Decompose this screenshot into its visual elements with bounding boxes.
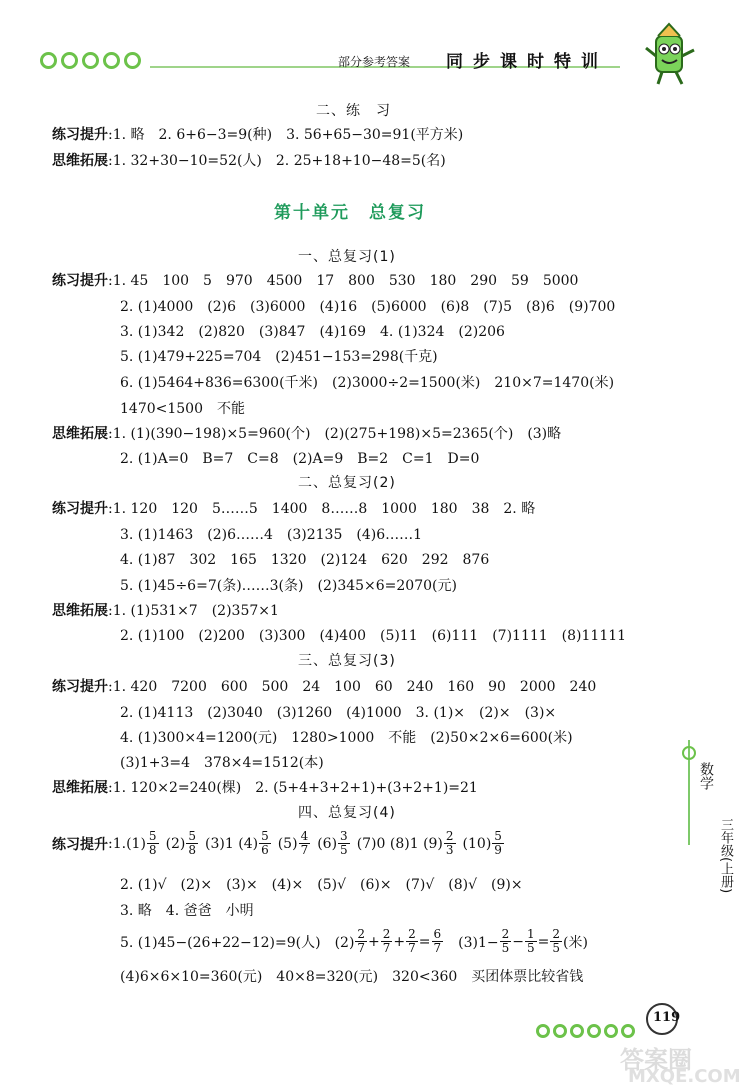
- answer-line: 2. (1)4113 (2)3040 (3)1260 (4)1000 3. (1)× (2)× (3)×: [120, 705, 557, 721]
- fraction-list: [126, 830, 511, 857]
- answer-line: [52, 124, 463, 144]
- answer-text: :1. 120 120 5……5 1400 8……8 1000 180 38 2. 略: [108, 501, 536, 517]
- fraction: [492, 830, 504, 857]
- numerator: 4: [300, 829, 309, 843]
- unit-title: 第十单元 总复习: [274, 203, 426, 223]
- answer-line: 6. (1)5464+836=6300(千米) (2)3000÷2=1500(米) 210×7=1470(米): [120, 375, 615, 391]
- denominator: 8: [148, 843, 157, 857]
- header-subtitle: 部分参考答案: [338, 55, 411, 69]
- answer-line: [52, 600, 279, 620]
- watermark: 答案圈: [620, 1046, 692, 1074]
- answer-line: [52, 676, 596, 696]
- fraction: [525, 928, 537, 955]
- page-number: 119: [653, 1010, 681, 1025]
- numerator: 6: [433, 927, 442, 941]
- denominator: 7: [300, 843, 309, 857]
- label: 练习提升: [52, 501, 108, 517]
- numerator: 1: [527, 927, 535, 941]
- operator: +: [368, 933, 380, 950]
- answer-text: :1. 略 2. 6+6−3=9(种) 3. 56+65−30=91(平方米): [108, 127, 464, 143]
- denominator: 3: [445, 843, 454, 857]
- fraction: [444, 830, 456, 857]
- numerator: 5: [148, 829, 157, 843]
- item-tag: (6): [317, 835, 338, 852]
- grade-label: 三年级(上册): [718, 818, 733, 894]
- denominator: 7: [408, 941, 416, 955]
- decor-circle: [604, 1024, 618, 1038]
- answer-line: 2. (1)A=0 B=7 C=8 (2)A=9 B=2 C=1 D=0: [120, 451, 480, 467]
- answer-line: 3. (1)342 (2)820 (3)847 (4)169 4. (1)324 (2)206: [120, 324, 505, 340]
- answer-line: 3. (1)1463 (2)6……4 (3)2135 (4)6……1: [120, 527, 423, 543]
- header-circles: [40, 52, 141, 69]
- answer-line: [120, 928, 588, 955]
- numerator: 2: [357, 927, 366, 941]
- denominator: 9: [494, 843, 502, 857]
- denominator: 5: [501, 941, 510, 955]
- decor-circle: [587, 1024, 601, 1038]
- answer-line: 2. (1)4000 (2)6 (3)6000 (4)16 (5)6000 (6)8 (7)5 (8)6 (9)700: [120, 299, 616, 315]
- fraction: [381, 928, 393, 955]
- answer-line: 5. (1)479+225=704 (2)451−153=298(千克): [120, 349, 438, 365]
- answer-line: [52, 270, 578, 290]
- fraction: [500, 928, 512, 955]
- answer-line: 2. (1)100 (2)200 (3)300 (4)400 (5)11 (6)111 (7)1111 (8)11111: [120, 628, 627, 644]
- decor-circle: [621, 1024, 635, 1038]
- answer-line: 3. 略 4. 爸爸 小明: [120, 903, 254, 919]
- section-title: 三、总复习(3): [298, 653, 396, 669]
- decor-circle: [61, 52, 78, 69]
- fraction-answer: [126, 829, 159, 857]
- label: 练习提升: [52, 836, 108, 853]
- fraction: [432, 928, 444, 955]
- fraction: [299, 830, 311, 857]
- footer-circles: [536, 1024, 635, 1038]
- fraction: [338, 830, 350, 857]
- unit-text: (米): [563, 934, 588, 951]
- answer-line: 4. (1)87 302 165 1320 (2)124 620 292 876: [120, 552, 490, 568]
- answer-line: [52, 423, 561, 443]
- numerator: 2: [408, 927, 416, 941]
- answer-line: [52, 150, 446, 170]
- section-title: 四、总复习(4): [298, 805, 396, 821]
- numerator: 3: [340, 829, 348, 843]
- operator: +: [393, 933, 406, 950]
- fraction-answer: [165, 829, 199, 857]
- fraction: [355, 928, 367, 955]
- label: 思维拓展: [52, 780, 108, 796]
- answer-line: 2. (1)√ (2)× (3)× (4)× (5)√ (6)× (7)√ (8)√ (9)×: [120, 877, 523, 893]
- fraction: [259, 830, 271, 857]
- answer-text: :1. 420 7200 600 500 24 100 60 240 160 90 2000 240: [108, 679, 597, 695]
- decor-circle: [536, 1024, 550, 1038]
- denominator: 7: [357, 941, 366, 955]
- numerator: 2: [382, 927, 391, 941]
- fraction-answer: [317, 829, 350, 857]
- numerator: 2: [445, 829, 454, 843]
- item-tag: (3)1 (4): [205, 835, 259, 852]
- numerator: 5: [494, 829, 502, 843]
- denominator: 5: [552, 941, 561, 955]
- operator: =: [418, 933, 431, 950]
- item-tag: (7)0 (8)1 (9): [356, 835, 443, 852]
- label: 思维拓展: [52, 426, 108, 442]
- fraction: [550, 928, 562, 955]
- label: 练习提升: [52, 679, 108, 695]
- answer-line: [52, 830, 511, 857]
- decor-circle: [124, 52, 141, 69]
- denominator: 8: [188, 843, 197, 857]
- operator: =: [537, 933, 550, 950]
- answer-text: 5. (1)45−(26+22−12)=9(人) (2): [120, 934, 355, 951]
- answer-text: (3)1−: [444, 934, 499, 951]
- fraction-answer: [277, 829, 311, 857]
- fraction: [186, 830, 198, 857]
- answer-text: :1. 45 100 5 970 4500 17 800 530 180 290 59 5000: [108, 273, 579, 289]
- section-title: 二、总复习(2): [298, 475, 396, 491]
- answer-line: 5. (1)45÷6=7(条)……3(条) (2)345×6=2070(元): [120, 578, 457, 594]
- answer-line: (3)1+3=4 378×4=1512(本): [120, 755, 324, 771]
- fraction-answer: [205, 829, 272, 857]
- item-tag: (1): [126, 835, 146, 852]
- answer-prefix: :1.: [108, 835, 127, 852]
- label: 思维拓展: [52, 153, 108, 169]
- numerator: 5: [188, 829, 197, 843]
- fraction: [406, 928, 418, 955]
- answer-text: :1. (1)(390−198)×5=960(个) (2)(275+198)×5=2365(个) (3)略: [108, 426, 562, 442]
- denominator: 5: [340, 843, 348, 857]
- item-tag: (5): [277, 835, 298, 852]
- denominator: 6: [261, 843, 269, 857]
- label: 思维拓展: [52, 603, 108, 619]
- section-title: 二、练 习: [316, 103, 391, 119]
- answer-text: :1. 32+30−10=52(人) 2. 25+18+10−48=5(名): [108, 153, 446, 169]
- label: 练习提升: [52, 127, 108, 143]
- operator: −: [512, 933, 525, 950]
- numerator: 2: [552, 927, 561, 941]
- fraction: [147, 830, 159, 857]
- section-title: 一、总复习(1): [298, 249, 396, 265]
- answer-line: 1470<1500 不能: [120, 401, 245, 417]
- answer-text: :1. 120×2=240(棵) 2. (5+4+3+2+1)+(3+2+1)=21: [108, 780, 478, 796]
- decor-circle: [103, 52, 120, 69]
- fraction-answer: [462, 829, 505, 857]
- answer-line: [52, 498, 535, 518]
- answer-line: 4. (1)300×4=1200(元) 1280>1000 不能 (2)50×2×6=600(米): [120, 730, 573, 746]
- denominator: 7: [433, 941, 442, 955]
- denominator: 7: [382, 941, 391, 955]
- decor-circle: [570, 1024, 584, 1038]
- pencil-mascot-icon: [640, 22, 700, 88]
- decor-circle: [40, 52, 57, 69]
- item-tag: (2): [165, 835, 186, 852]
- answer-line: (4)6×6×10=360(元) 40×8=320(元) 320<360 买团体票比较省钱: [120, 969, 584, 985]
- watermark-url: MXQE.COM: [628, 1066, 741, 1087]
- answer-line: [52, 777, 478, 797]
- numerator: 2: [501, 927, 510, 941]
- denominator: 5: [527, 941, 535, 955]
- side-dot: [682, 746, 696, 760]
- item-tag: (10): [462, 835, 492, 852]
- fraction-answer: [356, 829, 457, 857]
- decor-circle: [82, 52, 99, 69]
- header-title: 同步课时特训: [446, 52, 608, 72]
- label: 练习提升: [52, 273, 108, 289]
- subject-label: 数学: [698, 762, 714, 790]
- decor-circle: [553, 1024, 567, 1038]
- numerator: 5: [261, 829, 269, 843]
- answer-text: :1. (1)531×7 (2)357×1: [108, 603, 279, 619]
